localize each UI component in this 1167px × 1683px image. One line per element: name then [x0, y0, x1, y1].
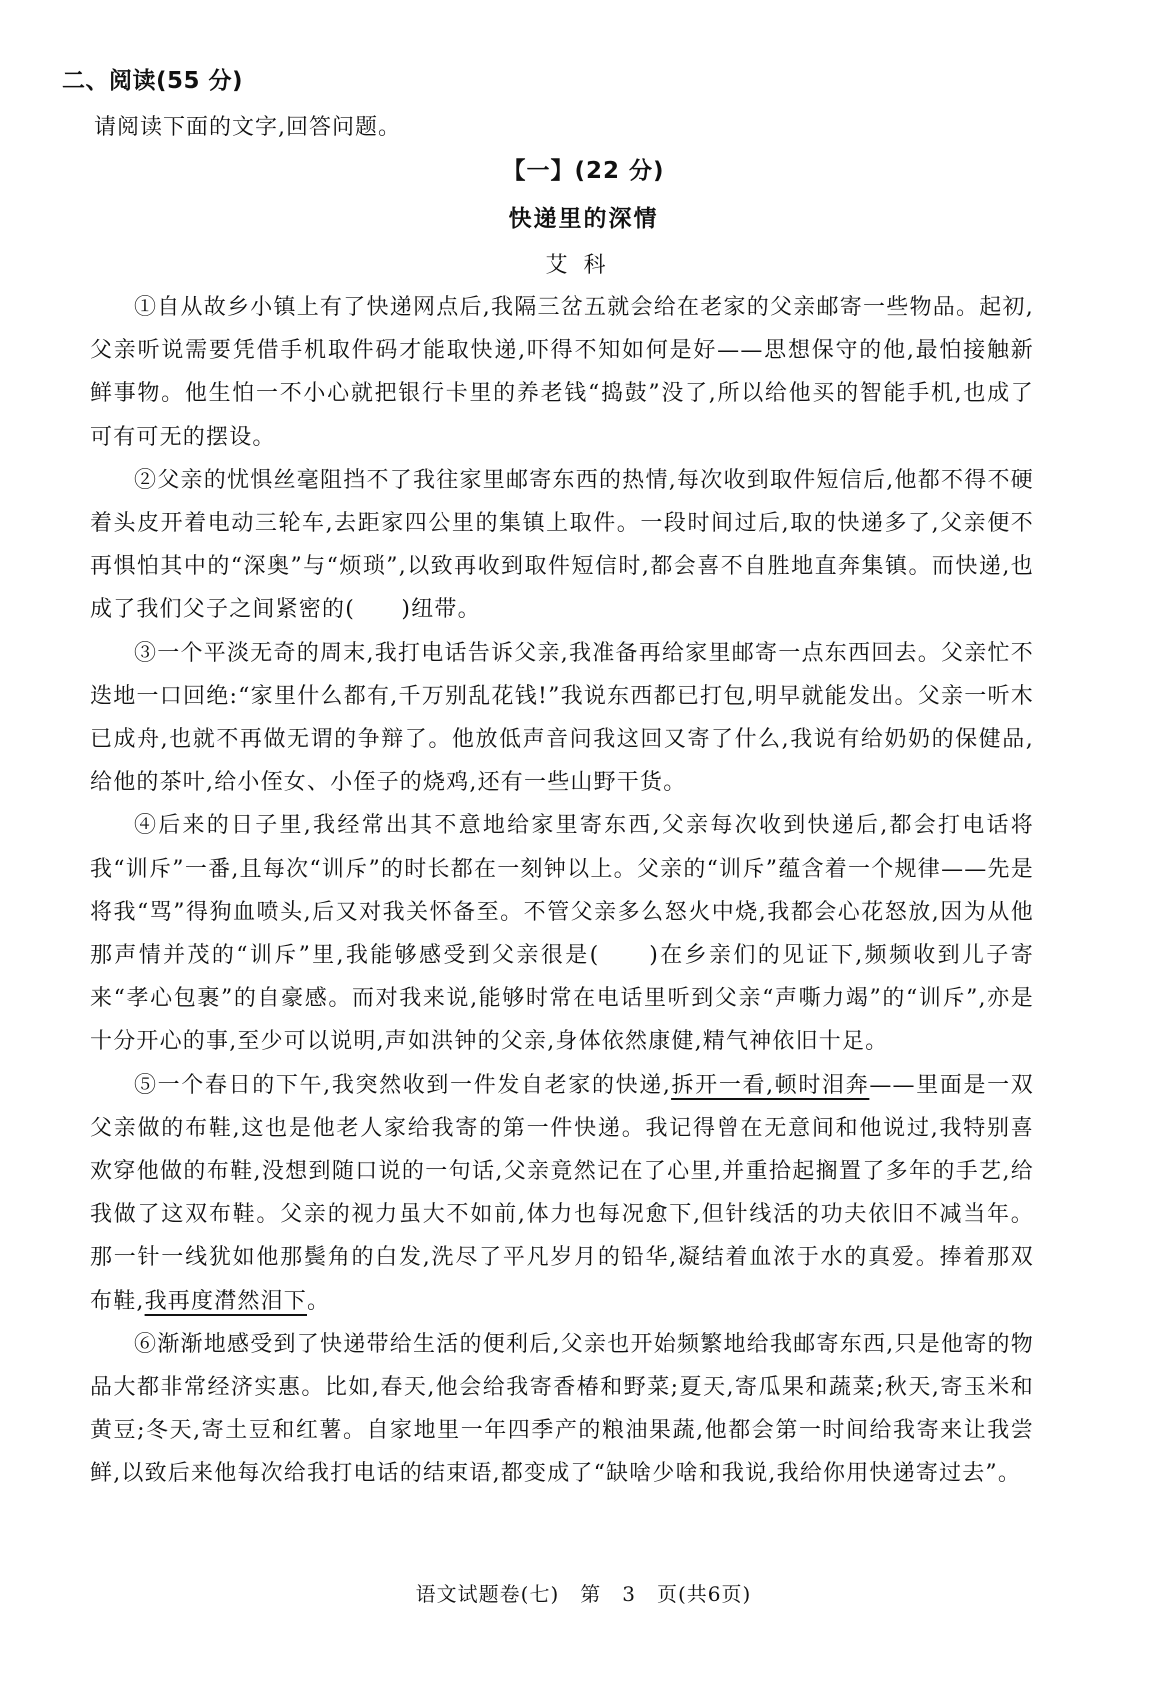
- paragraph-3: [90, 632, 1034, 805]
- paragraph-text: 。: [307, 1288, 331, 1314]
- article-author: 艾科: [545, 253, 622, 278]
- underlined-sentence-1: 拆开一看,顿时泪奔: [671, 1072, 870, 1098]
- paragraph-text: ①自从故乡小镇上有了快递网点后,我隔三岔五就会给在老家的父亲邮寄一些物品。起初,父亲听说需要凭借手机取件码才能取快递,吓得不知如何是好——思想保守的他,最怕接触新鲜事物。他生怕一不小心就把银行卡里的养老钱“捣鼓”没了,所以给他买的智能手机,也成了可有可无的摆设。: [90, 295, 1034, 450]
- instruction-text: 请阅读下面的文字,回答问题。: [94, 115, 401, 140]
- article-title: 快递里的深情: [508, 206, 659, 232]
- article-body: [90, 286, 1034, 1496]
- underlined-sentence-2: 我再度潸然泪下: [144, 1288, 307, 1314]
- paragraph-5: [90, 1064, 1034, 1323]
- paragraph-6: [90, 1323, 1034, 1496]
- part-title: 【一】(22 分): [502, 158, 665, 184]
- paragraph-4: [90, 804, 1034, 1063]
- paragraph-text: ——里面是一双父亲做的布鞋,这也是他老人家给我寄的第一件快递。我记得曾在无意间和他说过,我特别喜欢穿他做的布鞋,没想到随口说的一句话,父亲竟然记在了心里,并重拾起搁置了多年的手艺,给我做了这双布鞋。父亲的视力虽大不如前,体力也每况愈下,但针线活的功夫依旧不减当年。那一针一线犹如他那鬓角的白发,洗尽了平凡岁月的铅华,凝结着血浓于水的真爱。捧着那双布鞋,: [90, 1072, 1034, 1314]
- page-footer: 语文试题卷(七) 第 3 页(共6页): [415, 1582, 752, 1606]
- paragraph-text: ⑥渐渐地感受到了快递带给生活的便利后,父亲也开始频繁地给我邮寄东西,只是他寄的物品大都非常经济实惠。比如,春天,他会给我寄香椿和野菜;夏天,寄瓜果和蔬菜;秋天,寄玉米和黄豆;冬天,寄土豆和红薯。自家地里一年四季产的粮油果蔬,他都会第一时间给我寄来让我尝鲜,以致后来他每次给我打电话的结束语,都变成了“缺啥少啥和我说,我给你用快递寄过去”。: [90, 1331, 1034, 1487]
- paragraph-text: ②父亲的忧惧丝毫阻挡不了我往家里邮寄东西的热情,每次收到取件短信后,他都不得不硬着头皮开着电动三轮车,去距家四公里的集镇上取件。一段时间过后,取的快递多了,父亲便不再惧怕其中的“深奥”与“烦琐”,以致再收到取件短信时,都会喜不自胜地直奔集镇。而快递,也成了我们父子之间紧密的( )纽带。: [90, 467, 1034, 623]
- paragraph-text: ⑤一个春日的下午,我突然收到一件发自老家的快递,: [134, 1072, 672, 1098]
- paragraph-text: ④后来的日子里,我经常出其不意地给家里寄东西,父亲每次收到快递后,都会打电话将我“训斥”一番,且每次“训斥”的时长都在一刻钟以上。父亲的“训斥”蕴含着一个规律——先是将我“骂”得狗血喷头,后又对我关怀备至。不管父亲多么怒火中烧,我都会心花怒放,因为从他那声情并茂的“训斥”里,我能够感受到父亲很是( )在乡亲们的见证下,频频收到儿子寄来“孝心包裹”的自豪感。而对我来说,能够时常在电话里听到父亲“声嘶力竭”的“训斥”,亦是十分开心的事,至少可以说明,声如洪钟的父亲,身体依然康健,精气神依旧十足。: [90, 813, 1034, 1055]
- paragraph-1: [90, 286, 1034, 459]
- paragraph-2: [90, 459, 1034, 632]
- paragraph-text: ③一个平淡无奇的周末,我打电话告诉父亲,我准备再给家里邮寄一点东西回去。父亲忙不迭地一口回绝:“家里什么都有,千万别乱花钱!”我说东西都已打包,明早就能发出。父亲一听木已成舟,也就不再做无谓的争辩了。他放低声音问我这回又寄了什么,我说有给奶奶的保健品,给他的茶叶,给小侄女、小侄子的烧鸡,还有一些山野干货。: [90, 640, 1034, 796]
- section-heading: 二、阅读(55 分): [62, 68, 244, 94]
